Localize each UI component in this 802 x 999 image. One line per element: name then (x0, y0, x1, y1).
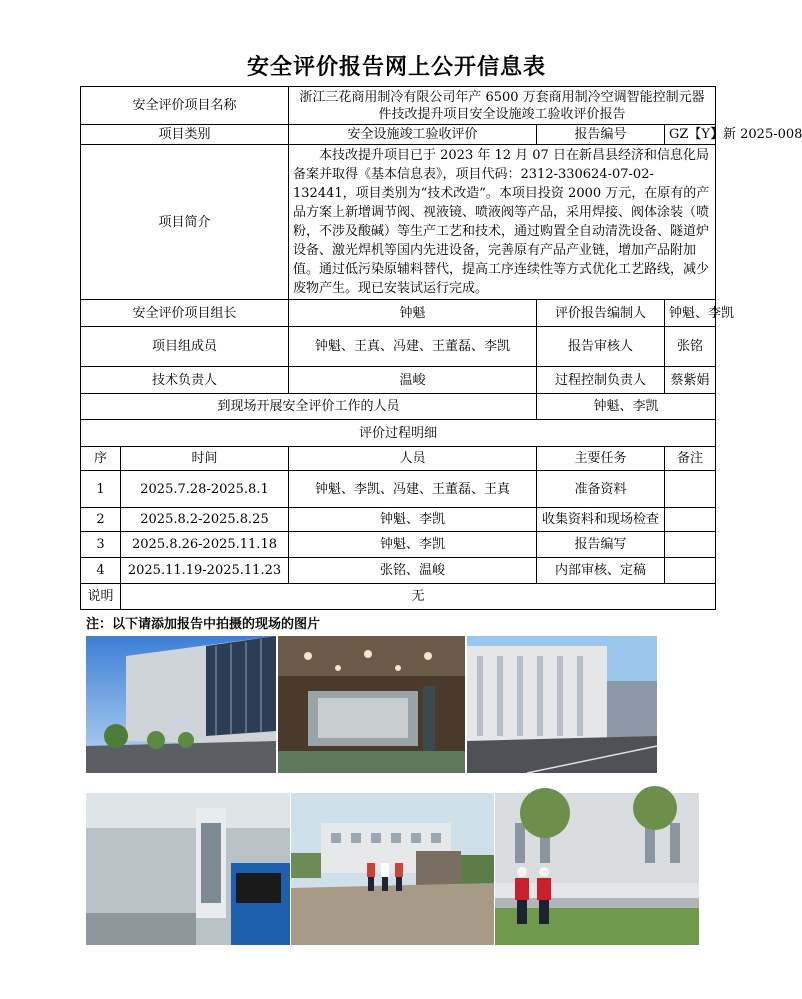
building-photo-icon (467, 636, 657, 773)
photo-factory-building (86, 636, 276, 773)
header-time: 时间 (121, 447, 289, 471)
tech-label: 技术负责人 (81, 367, 289, 394)
photo-note: 注：以下请添加报告中拍摄的现场的图片 (86, 617, 321, 632)
row-note (665, 508, 716, 532)
row-note (665, 471, 716, 508)
photo-entrance-gate (291, 793, 494, 945)
leader-value: 钟魁 (289, 300, 537, 327)
table-row (81, 508, 716, 532)
row-task: 报告编写 (537, 532, 665, 558)
row-detail-title (81, 420, 716, 447)
onsite-label: 到现场开展安全评价工作的人员 (81, 394, 537, 420)
reviewer-label: 报告审核人 (537, 327, 665, 367)
row-note (665, 532, 716, 558)
members-label: 项目组成员 (81, 327, 289, 367)
project-name-label: 安全评价项目名称 (81, 87, 289, 125)
row-onsite (81, 394, 716, 420)
row-remark (81, 584, 716, 610)
row-seq: 4 (81, 558, 121, 584)
header-task: 主要任务 (537, 447, 665, 471)
row-seq: 2 (81, 508, 121, 532)
header-seq: 序 (81, 447, 121, 471)
page-title: 安全评价报告网上公开信息表 (246, 54, 546, 80)
project-name-value: 浙江三花商用制冷有限公司年产 6500 万套商用制冷空调智能控制元器件技改提升项目安全设施竣工验收评价报告 (289, 87, 716, 125)
workshop-photo-icon (278, 636, 465, 773)
info-table (80, 86, 802, 610)
header-people: 人员 (289, 447, 537, 471)
row-time: 2025.11.19-2025.11.23 (121, 558, 289, 584)
reviewer-value: 张铭 (665, 327, 716, 367)
row-task: 收集资料和现场检查 (537, 508, 665, 532)
compiler-label: 评价报告编制人 (537, 300, 665, 327)
row-seq: 1 (81, 471, 121, 508)
intro-value: 本技改提升项目已于 2023 年 12 月 07 日在新昌县经济和信息化局备案并取得《基本信息表》，项目代码：2312-330624-07-02-132441，项目类别为“技术改造”。本项目投资 2000 万元，在原有的产品方案上新增调节阀、视液镜、喷液阀等产品，采用焊接、阀体涂装（喷粉，不涉及酸碱）等生产工艺和技术，通过购置全自动清洗设备、隧道炉设备、激光焊机等国内先进设备，完善原有产品产业链，增加产品附加值。通过低污染原辅料替代，提高工序连续性等方式优化工艺路线，减少废物产生。现已安装试运行完成。 (289, 145, 716, 300)
detail-title: 评价过程明细 (81, 420, 716, 447)
members-value: 钟魁、王真、冯建、王董磊、李凯 (289, 327, 537, 367)
row-task: 内部审核、定稿 (537, 558, 665, 584)
photo-staff-onsite (495, 793, 699, 945)
process-value: 蔡紫娟 (665, 367, 716, 394)
row-note (665, 558, 716, 584)
row-people: 张铭、温峻 (289, 558, 537, 584)
report-no-value: GZ【Y】新 2025-008 (665, 125, 716, 145)
row-people: 钟魁、李凯 (289, 532, 537, 558)
row-people: 钟魁、李凯 (289, 508, 537, 532)
tech-value: 温峻 (289, 367, 537, 394)
row-time: 2025.7.28-2025.8.1 (121, 471, 289, 508)
table-row (81, 558, 716, 584)
compiler-value: 钟魁、李凯 (665, 300, 716, 327)
table-row (81, 532, 716, 558)
process-label: 过程控制负责人 (537, 367, 665, 394)
table-row (81, 471, 716, 508)
onsite-value: 钟魁、李凯 (537, 394, 716, 420)
header-note: 备注 (665, 447, 716, 471)
category-label: 项目类别 (81, 125, 289, 145)
photo-workshop-interior (278, 636, 465, 773)
row-tech (81, 367, 716, 394)
category-value: 安全设施竣工验收评价 (289, 125, 537, 145)
photo-equipment (86, 793, 290, 945)
people-photo-icon (495, 793, 699, 945)
row-category (81, 125, 716, 145)
gate-photo-icon (291, 793, 494, 945)
machine-photo-icon (86, 793, 290, 945)
row-seq: 3 (81, 532, 121, 558)
remark-value: 无 (121, 584, 716, 610)
row-time: 2025.8.26-2025.11.18 (121, 532, 289, 558)
row-intro (81, 145, 716, 300)
leader-label: 安全评价项目组长 (81, 300, 289, 327)
row-time: 2025.8.2-2025.8.25 (121, 508, 289, 532)
detail-header-row (81, 447, 716, 471)
row-leader (81, 300, 716, 327)
building-photo-icon (86, 636, 276, 773)
remark-label: 说明 (81, 584, 121, 610)
row-task: 准备资料 (537, 471, 665, 508)
intro-label: 项目简介 (81, 145, 289, 300)
report-no-label: 报告编号 (537, 125, 665, 145)
row-members (81, 327, 716, 367)
row-project-name (81, 87, 716, 125)
row-people: 钟魁、李凯、冯建、王董磊、王真 (289, 471, 537, 508)
photo-factory-exterior (467, 636, 657, 773)
